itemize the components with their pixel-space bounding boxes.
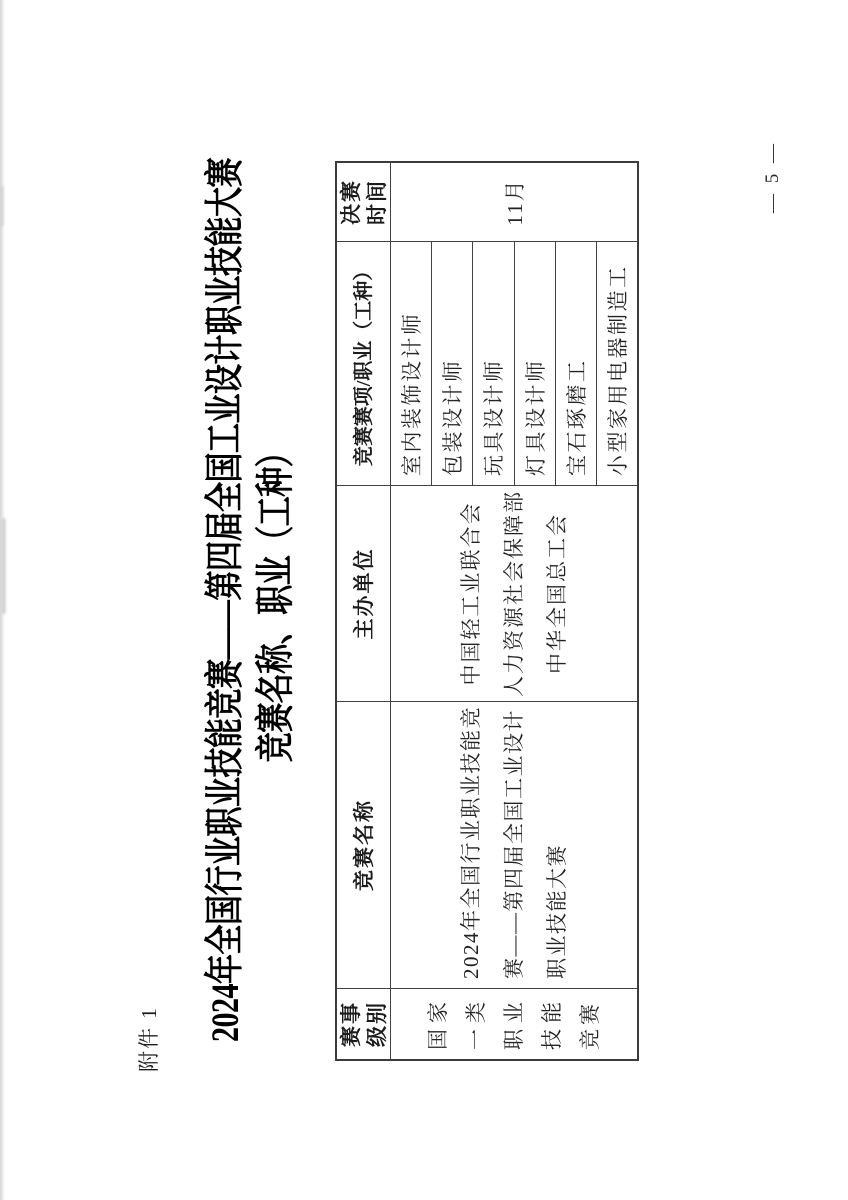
event-level-value: 国家一类职业技能竞赛 [426,998,602,1050]
column-host-unit [337,485,637,701]
cell-events-occupations [391,242,637,485]
event-occupation: 宝石琢磨工 [556,242,597,485]
attachment-label: 附件 1 [137,1006,161,1072]
competition-table [335,161,639,1061]
document-title [200,0,301,1200]
header-host-unit: 主办单位 [337,486,391,701]
event-occupation: 小型家用电器制造工 [605,264,630,476]
event-occupation: 灯具设计师 [515,242,556,485]
competition-name-line: 职业技能大赛 [544,844,569,979]
header-competition-name: 竞赛名称 [337,702,391,988]
header-final-time: 决赛时间 [337,163,391,241]
cell-event-level [391,989,637,1059]
column-competition-name [337,701,637,988]
cell-host-unit [391,486,637,701]
page-number: — 5 — [762,141,783,213]
host-unit: 人力资源社会保障部 [501,490,526,697]
header-event-level: 赛事级别 [337,989,391,1059]
cell-competition-name [391,702,637,988]
scan-smudge [2,518,6,614]
final-time-value: 11月 [503,178,527,226]
competition-name-line: 赛——第四届全国工业设计 [501,709,526,979]
event-occupation: 室内装饰设计师 [391,242,432,485]
competition-name-line: 2024年全国行业职业技能竞 [458,706,483,979]
event-occupation: 包装设计师 [432,242,473,485]
scan-smudge [1,186,4,226]
title-line-1: 2024年全国行业职业技能竞赛——第四届全国工业设计职业技能大赛 [204,158,248,1042]
title-line-2: 竞赛名称、职业（工种） [254,437,298,763]
column-events-occupations [337,241,637,485]
event-occupation: 玩具设计师 [473,242,514,485]
cell-final-time [391,163,637,241]
column-final-time [337,163,637,241]
header-events-occupations: 竞赛赛项/职业（工种） [337,242,391,485]
host-unit: 中华全国总工会 [544,513,569,674]
host-unit: 中国轻工业联合会 [458,501,483,686]
column-event-level [337,988,637,1059]
